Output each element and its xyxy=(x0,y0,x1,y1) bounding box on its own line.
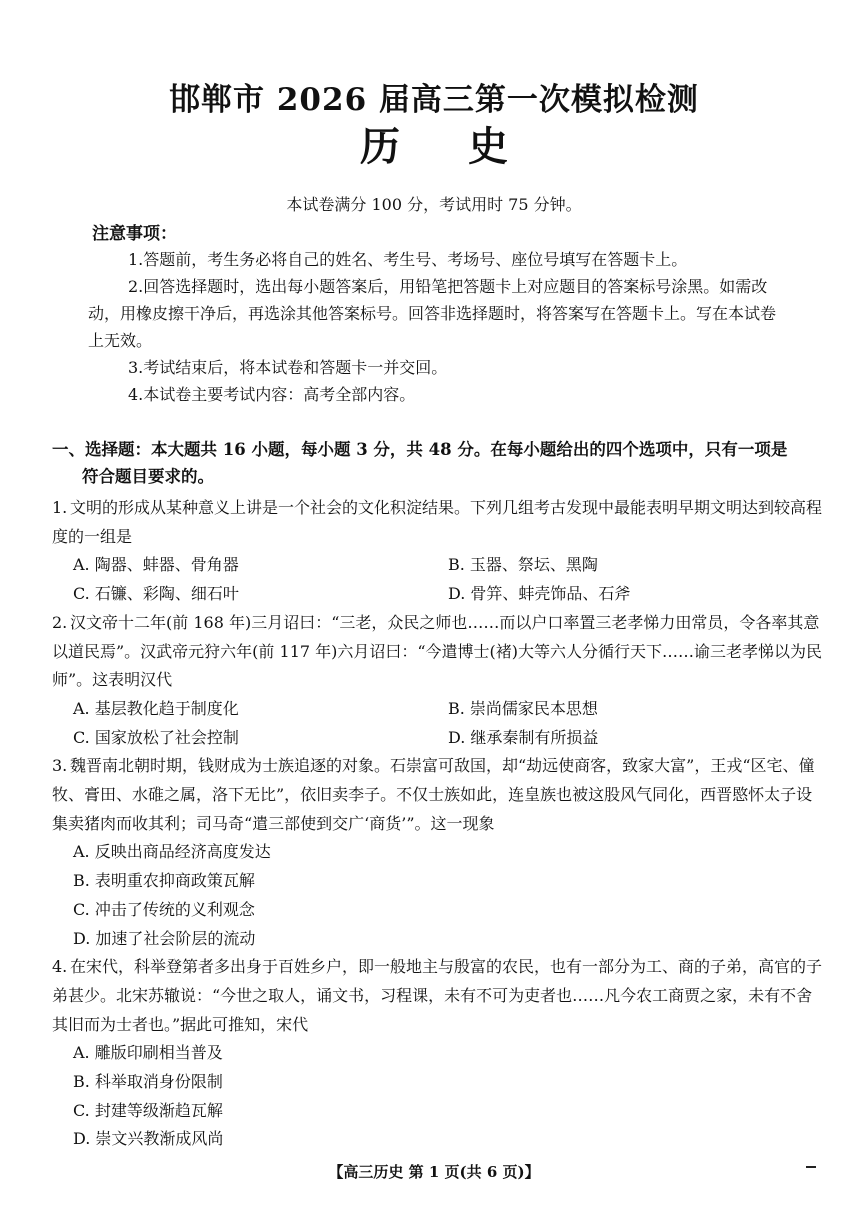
section-heading-line2: 符合题目要求的。 xyxy=(82,467,214,486)
question-number: 2. xyxy=(52,612,68,632)
option-a: A. 雕版印刷相当普及 xyxy=(73,1043,223,1063)
question-stem xyxy=(52,609,827,695)
option-b: B. 表明重农抑商政策瓦解 xyxy=(73,871,255,891)
question-2 xyxy=(52,609,827,753)
notice-item: 3.考试结束后，将本试卷和答题卡一并交回。 xyxy=(128,358,448,377)
question-stem xyxy=(52,953,827,1039)
option-group xyxy=(52,551,827,608)
notice-heading: 注意事项： xyxy=(92,224,177,244)
question-text: 文明的形成从某种意义上讲是一个社会的文化积淀结果。下列几组考古发现中最能表明早期文明达到较高程度的一组是 xyxy=(52,498,823,546)
corner-mark xyxy=(806,1166,816,1168)
option-d: D. 崇文兴教渐成风尚 xyxy=(73,1129,224,1149)
subject-title: 历史 xyxy=(360,123,576,170)
question-text: 在宋代，科举登第者多出身于百姓乡户，即一般地主与殷富的农民，也有一部分为工、商的子弟，高官的子弟甚少。北宋苏辙说：“今世之取人，诵文书，习程课，未有不可为吏者也……凡今农工商贾之家，未有不舍其旧而为士者也。”据此可推知，宋代 xyxy=(52,957,823,1034)
notice-item: 2.回答选择题时，选出每小题答案后，用铅笔把答题卡上对应题目的答案标号涂黑。如需改动，用橡皮擦干净后，再选涂其他答案标号。回答非选择题时，将答案写在答题卡上。写在本试卷上无效。 xyxy=(88,277,777,350)
option-b: B. 科举取消身份限制 xyxy=(73,1072,223,1092)
page-footer: 【高三历史 第 1 页(共 6 页)】 xyxy=(328,1163,540,1181)
question-text: 汉文帝十二年(前 168 年)三月诏曰：“三老，众民之师也……而以户口率置三老孝悌力田常员，令各率其意以道民焉”。汉武帝元狩六年(前 117 年)六月诏曰：“今遣博士(褚)大等六人分循行天下……谕三老孝悌以为民师”。这表明汉代 xyxy=(52,612,823,690)
notice-item: 4.本试卷主要考试内容：高考全部内容。 xyxy=(128,385,416,404)
question-1 xyxy=(52,494,827,609)
exam-info: 本试卷满分 100 分，考试用时 75 分钟。 xyxy=(286,195,582,214)
option-c: C. 冲击了传统的义利观念 xyxy=(73,899,255,919)
option-a: A. 陶器、蚌器、骨角器 xyxy=(73,555,239,575)
section-heading xyxy=(52,436,822,490)
exam-title: 邯郸市 2026 届高三第一次模拟检测 xyxy=(169,82,699,118)
section-heading-line1: 一、选择题：本大题共 16 小题，每小题 3 分，共 48 分。在每小题给出的四个选项中，只有一项是 xyxy=(52,440,788,459)
question-stem xyxy=(52,494,827,551)
option-c: C. 国家放松了社会控制 xyxy=(73,727,239,747)
option-group xyxy=(52,695,827,752)
option-c: C. 封建等级渐趋瓦解 xyxy=(73,1100,223,1120)
option-group xyxy=(52,838,827,953)
question-3 xyxy=(52,752,827,953)
option-d: D. 继承秦制有所损益 xyxy=(448,727,599,747)
option-a: A. 基层教化趋于制度化 xyxy=(73,698,239,718)
question-4 xyxy=(52,953,827,1154)
question-number: 1. xyxy=(52,498,68,517)
option-d: D. 骨笄、蚌壳饰品、石斧 xyxy=(448,584,631,604)
option-b: B. 玉器、祭坛、黑陶 xyxy=(448,555,598,575)
question-text: 魏晋南北朝时期，钱财成为士族追逐的对象。石崇富可敌国，却“劫远使商客，致家大富”，王戎“区宅、僮牧、膏田、水碓之属，洛下无比”，依旧卖李子。不仅士族如此，连皇族也被这股风气同化，西晋愍怀太子设集卖猪肉而收其利；司马奇“遣三部使到交广‘商货’”。这一现象 xyxy=(52,756,815,833)
question-number: 3. xyxy=(52,756,68,776)
option-a: A. 反映出商品经济高度发达 xyxy=(73,842,271,862)
option-d: D. 加速了社会阶层的流动 xyxy=(73,928,256,948)
question-number: 4. xyxy=(52,957,68,977)
option-group xyxy=(52,1039,827,1154)
option-b: B. 崇尚儒家民本思想 xyxy=(448,698,598,718)
question-list xyxy=(52,494,827,1154)
notice-list xyxy=(88,246,788,408)
question-stem xyxy=(52,752,827,838)
option-c: C. 石镰、彩陶、细石叶 xyxy=(73,584,239,604)
notice-item: 1.答题前，考生务必将自己的姓名、考生号、考场号、座位号填写在答题卡上。 xyxy=(128,250,688,269)
